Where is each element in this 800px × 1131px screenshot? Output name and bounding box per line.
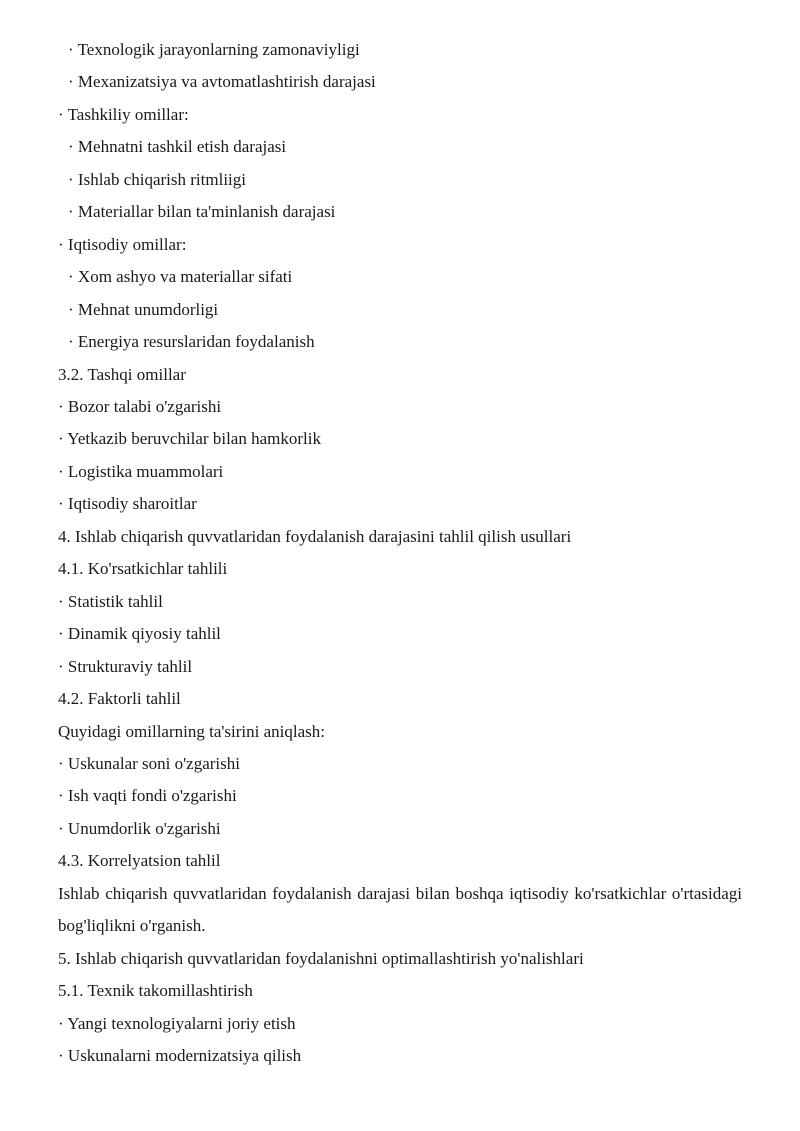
text-line: · Tashkiliy omillar: bbox=[58, 104, 189, 124]
text-line: · Ish vaqti fondi o'zgarishi bbox=[58, 786, 237, 806]
text-line: · Ishlab chiqarish ritmliigi bbox=[68, 169, 246, 189]
text-line: · Xom ashyo va materiallar sifati bbox=[68, 267, 293, 287]
text-line: · Unumdorlik o'zgarishi bbox=[58, 818, 221, 838]
text-line: · Bozor talabi o'zgarishi bbox=[58, 396, 222, 416]
document-body bbox=[58, 34, 742, 1073]
text-line: 4. Ishlab chiqarish quvvatlaridan foydalanish darajasini tahlil qilish usullari bbox=[58, 526, 572, 546]
text-line: · Mehnatni tashkil etish darajasi bbox=[68, 137, 287, 157]
text-line: · Mexanizatsiya va avtomatlashtirish darajasi bbox=[68, 72, 376, 92]
text-line: · Materiallar bilan ta'minlanish darajasi bbox=[68, 202, 336, 222]
text-line: · Strukturaviy tahlil bbox=[58, 656, 193, 676]
text-line: · Uskunalar soni o'zgarishi bbox=[58, 753, 240, 773]
text-line: · Energiya resurslaridan foydalanish bbox=[68, 332, 315, 352]
text-line: 4.3. Korrelyatsion tahlil bbox=[58, 851, 221, 871]
text-line: · Statistik tahlil bbox=[58, 591, 163, 611]
text-block-bottom bbox=[58, 943, 742, 1073]
text-line: · Mehnat unumdorligi bbox=[68, 299, 219, 319]
text-line: · Logistika muammolari bbox=[58, 461, 224, 481]
text-line: Quyidagi omillarning ta'sirini aniqlash: bbox=[58, 721, 325, 741]
text-block-top bbox=[58, 34, 742, 878]
paragraph-correlation-description: Ishlab chiqarish quvvatlaridan foydalanish darajasi bilan boshqa iqtisodiy ko'rsatkichlar o'rtasidagi bog'liqlikni o'rganish. bbox=[58, 883, 742, 936]
text-line: · Dinamik qiyosiy tahlil bbox=[58, 624, 221, 644]
text-line: · Iqtisodiy omillar: bbox=[58, 234, 187, 254]
text-line: 5. Ishlab chiqarish quvvatlaridan foydalanishni optimallashtirish yo'nalishlari bbox=[58, 948, 584, 968]
text-line: 4.2. Faktorli tahlil bbox=[58, 689, 181, 709]
text-line: 3.2. Tashqi omillar bbox=[58, 364, 186, 384]
text-line: · Yangi texnologiyalarni joriy etish bbox=[58, 1013, 296, 1033]
text-line: · Texnologik jarayonlarning zamonaviyligi bbox=[68, 40, 360, 59]
text-line: 5.1. Texnik takomillashtirish bbox=[58, 981, 253, 1001]
text-line: · Iqtisodiy sharoitlar bbox=[58, 494, 197, 514]
text-line: 4.1. Ko'rsatkichlar tahlili bbox=[58, 559, 228, 579]
text-line: · Yetkazib beruvchilar bilan hamkorlik bbox=[58, 429, 321, 449]
text-line: · Uskunalarni modernizatsiya qilish bbox=[58, 1046, 302, 1066]
